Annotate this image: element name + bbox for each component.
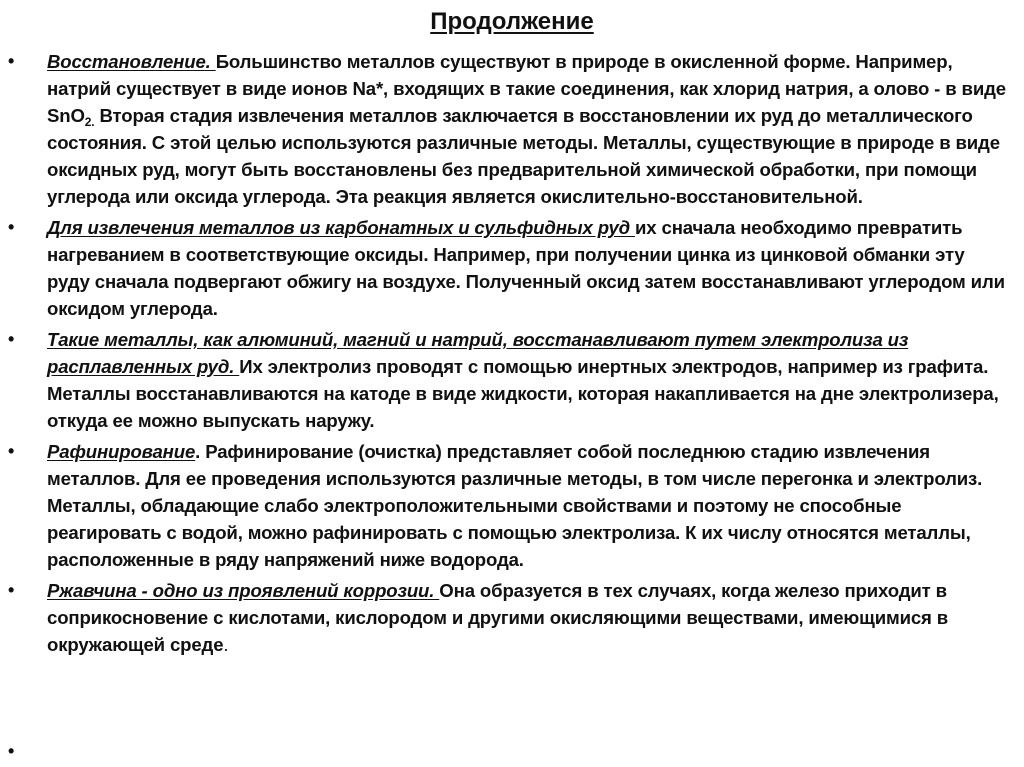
item-text: их сначала необходимо превратить нагреванием в соответствующие оксиды. Например, при получении цинка из цинковой обманки эту руду сначала подвергают обжигу на воздухе. Полученный оксид затем восстанавливают углеродом или оксидом углерода. [47,217,1005,319]
item-text-continued: Вторая стадия извлечения металлов заключается в восстановлении их руд до металлического состояния. С этой целью используются различные методы. Металлы, существующие в природе в виде оксидных руд, могут быть восстановлены без предварительной химической обработки, при помощи углерода или оксида углерода. Эта реакция является окислительно-восстановительной. [47,105,1000,207]
bullet-icon: • [8,217,15,237]
list-item-refining [0,438,1024,573]
empty-bullet-icon: • [8,741,15,761]
item-heading: Рафинирование [47,441,196,462]
item-heading: Для извлечения металлов из карбонатных и сульфидных руд [47,217,636,238]
item-heading: Такие металлы, как алюминий, магний и натрий, восстанавливают путем электролиза из расплавленных руд. [47,329,909,377]
list-item-carbonate-sulfide [0,214,1024,322]
item-heading: Восстановление. [47,51,216,72]
bullet-icon: • [8,329,15,349]
item-heading: Ржавчина - одно из проявлений коррозии. [47,580,440,601]
title-text: Продолжение [430,8,594,35]
item-text: . Рафинирование (очистка) представляет собой последнюю стадию извлечения металлов. Для ее проведения используются различные методы, в том числе перегонка и электролиз. Металлы, обладающие слабо электроположительными свойствами и поэтому не способные реагировать с водой, можно рафинировать с помощью электролиза. К их числу относятся металлы, расположенные в ряду напряжений ниже водорода. [47,441,983,570]
slide-title [0,6,1024,38]
list-item-reduction [0,48,1024,210]
list-item-electrolysis [0,326,1024,434]
item-text: Их электролиз проводят с помощью инертных электродов, например из графита. Металлы восстанавливаются на катоде в виде жидкости, которая накапливается на дне электролизера, откуда ее можно выпускать наружу. [47,356,999,431]
item-text: Большинство металлов существуют в природе в окисленной форме. Например, натрий существует в виде ионов Na*, входящих в такие соединения, как хлорид натрия, а олово - в виде SnO [47,51,1006,126]
subscript: 2. [84,115,95,129]
list-item-rust [0,577,1024,658]
item-text: Она образуется в тех случаях, когда железо приходит в соприкосновение с кислотами, кислородом и другими окисляющими веществами, имеющимися в окружающей среде [47,580,949,655]
bullet-icon: • [8,580,15,600]
item-text-period: . [223,634,229,655]
bullet-icon: • [8,441,15,461]
bullet-icon: • [8,51,15,71]
bullet-list [0,48,1024,662]
